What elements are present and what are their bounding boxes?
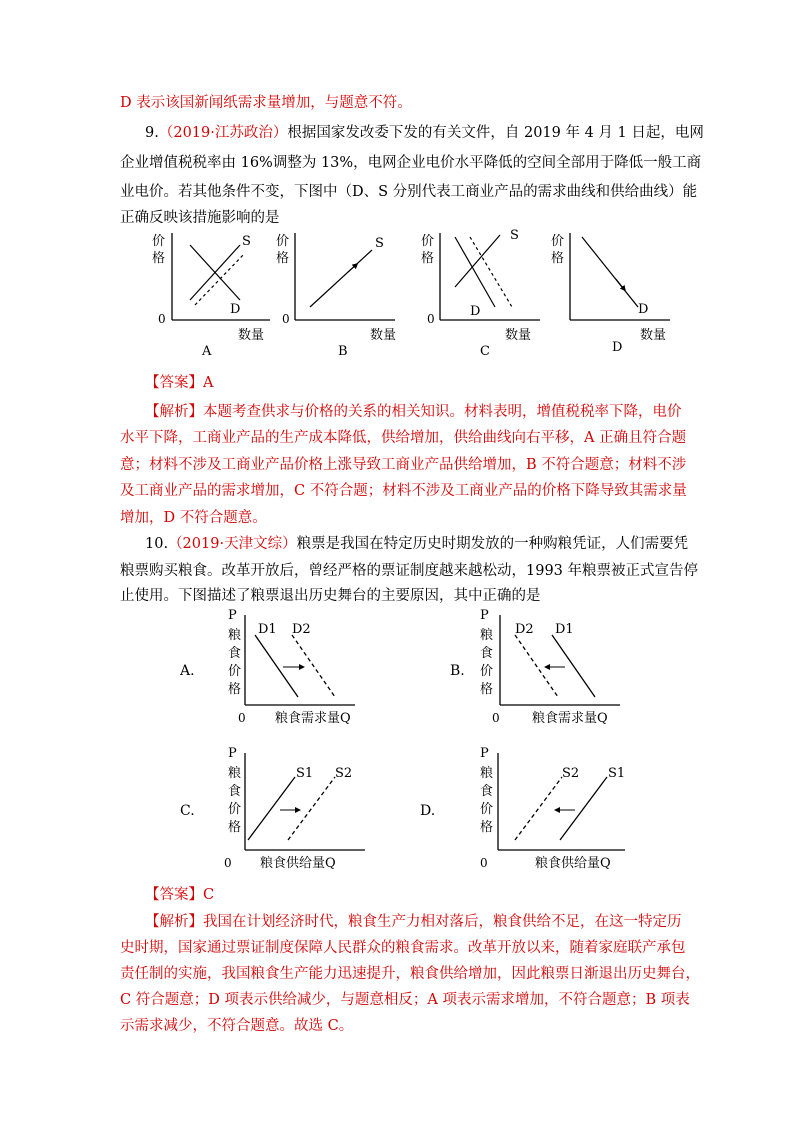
q10-analysis-4: C 符合题意；D 项表示供给减少，与题意相反；A 项表示需求增加，不符合题意；B 项表 (120, 992, 690, 1008)
q10-line-3: 止使用。下图描述了粮票退出历史舞台的主要原因，其中正确的是 (120, 588, 541, 604)
q10-d-ylabel-2: 食 (480, 784, 494, 799)
q9-c-ylabel-1: 价 (421, 234, 435, 249)
q10-c-dashed-label: S2 (335, 766, 353, 781)
q10-a-dashed-label: D2 (292, 622, 311, 637)
q10-c-ylabel-2: 食 (228, 784, 242, 799)
q9-c-option: C (480, 344, 490, 359)
q9-graph-d (551, 233, 670, 355)
q10-graphs (180, 605, 660, 880)
q10-graph-d (420, 746, 625, 871)
q10-b-option: B. (450, 663, 465, 679)
q9-analysis-3: 意；材料不涉及工商业产品价格上涨导致工商业产品供给增加，B 不符合题意；材料不涉 (120, 457, 687, 473)
q9-a-origin: 0 (158, 312, 166, 326)
q9-d-option: D (612, 340, 623, 355)
q10-source: （2019·天津文综） (168, 536, 297, 552)
q10-a-xlabel: 粮食需求量Q (275, 711, 351, 726)
q10-b-ylabel-4: 格 (480, 682, 494, 697)
q9-line-3: 业电价。若其他条件不变，下图中（D、S 分别代表工商业产品的需求曲线和供给曲线）能 (120, 184, 698, 200)
q10-line-2: 粮票购买粮食。改革开放后，曾经严格的票证制度越来越松动，1993 年粮票被正式宣告停 (120, 563, 699, 579)
q10-analysis-5: 示需求减少，不符合题意。故选 C。 (120, 1018, 354, 1034)
q9-number: 9. (145, 125, 159, 141)
q9-b-ylabel-1: 价 (276, 234, 290, 249)
q9-c-s-label: S (510, 228, 519, 243)
q9-d-d-label: D (638, 302, 649, 317)
q9-analysis-4: 及工商业产品的需求增加，C 不符合题；材料不涉及工商业产品的价格下降导致其需求量 (120, 483, 687, 499)
q10-analysis-1: 【解析】我国在计划经济时代，粮食生产力相对落后，粮食供给不足，在这一特定历 (145, 914, 682, 930)
q10-analysis-2: 史时期，国家通过票证制度保障人民群众的粮食需求。改革开放以来，随着家庭联产承包 (120, 940, 686, 956)
q10-a-origin: 0 (238, 711, 246, 725)
q10-b-xlabel: 粮食需求量Q (532, 711, 608, 726)
q10-c-origin: 0 (224, 856, 232, 870)
q9-d-ylabel-2: 格 (551, 251, 565, 266)
q9-a-xlabel: 数量 (238, 328, 265, 343)
q10-analysis-3: 责任制的实施，我国粮食生产能力迅速提升，粮食供给增加，因此粮票日渐退出历史舞台， (120, 966, 700, 982)
q9-b-xlabel: 数量 (370, 328, 397, 343)
q10-b-p: P (480, 608, 489, 623)
q9-graphs (150, 225, 670, 365)
q10-c-option: C. (180, 803, 195, 819)
q10-c-ylabel-1: 粮 (228, 766, 242, 781)
q10-graph-c (180, 746, 365, 871)
q10-graph-a (180, 608, 355, 726)
q9-a-ylabel-1: 价 (152, 234, 166, 249)
q9-line-2: 企业增值税税率由 16%调整为 13%，电网企业电价水平降低的空间全部用于降低一般工商 (120, 155, 702, 171)
q9-source: （2019·江苏政治） (158, 125, 288, 141)
q10-d-dashed-label: S2 (562, 766, 580, 781)
q10-b-dashed-label: D2 (515, 622, 534, 637)
q10-a-ylabel-4: 格 (228, 682, 242, 697)
q9-graph-b (276, 233, 396, 359)
q9-analysis-2: 水平下降，工商业产品的生产成本降低，供给增加，供给曲线向右平移，A 正确且符合题 (120, 430, 687, 446)
q9-a-d-label: D (230, 302, 241, 317)
q10-a-option: A. (180, 663, 195, 679)
q10-b-solid-label: D1 (555, 622, 574, 637)
q9-b-option: B (338, 344, 348, 359)
q10-c-ylabel-3: 价 (228, 802, 242, 817)
q9-c-ylabel-2: 格 (421, 251, 435, 266)
q9-a-ylabel-2: 格 (152, 251, 166, 266)
q10-d-ylabel-3: 价 (480, 802, 494, 817)
q10-graph-b (450, 608, 620, 726)
q9-b-s-label: S (375, 236, 384, 251)
q9-graph-a (152, 233, 270, 359)
q9-b-origin: 0 (282, 312, 290, 326)
q10-d-xlabel: 粮食供给量Q (535, 856, 611, 871)
q9-graph-c (421, 228, 540, 359)
q10-a-ylabel-1: 粮 (228, 628, 242, 643)
q9-d-xlabel: 数量 (640, 328, 667, 343)
q9-answer: 【答案】A (145, 375, 214, 391)
q10-c-xlabel: 粮食供给量Q (260, 856, 336, 871)
q9-line-1: 根据国家发改委下发的有关文件，自 2019 年 4 月 1 日起，电网 (287, 125, 704, 141)
q10-d-ylabel-4: 格 (480, 820, 494, 835)
q10-a-p: P (228, 608, 237, 623)
q10-a-solid-label: D1 (258, 622, 277, 637)
q9-analysis-5: 增加，D 不符合题意。 (120, 510, 267, 526)
q10-b-ylabel-3: 价 (480, 664, 494, 679)
q10-a-ylabel-3: 价 (228, 664, 242, 679)
q9-line-4: 正确反映该措施影响的是 (120, 210, 280, 226)
q9-b-ylabel-2: 格 (276, 251, 290, 266)
q9-analysis-1: 【解析】本题考查供求与价格的关系的相关知识。材料表明，增值税税率下降，电价 (145, 404, 682, 420)
q10-d-ylabel-1: 粮 (480, 766, 494, 781)
q10-d-p: P (480, 746, 489, 761)
q10-answer: 【答案】C (145, 887, 215, 903)
q10-d-origin: 0 (480, 856, 488, 870)
q9-c-xlabel: 数量 (505, 328, 532, 343)
q9-c-origin: 0 (427, 312, 435, 326)
q10-c-solid-label: S1 (296, 766, 314, 781)
q10-first-line (145, 534, 688, 554)
previous-analysis-tail: D 表示该国新闻纸需求量增加，与题意不符。 (120, 95, 412, 111)
q10-c-ylabel-4: 格 (228, 820, 242, 835)
q10-d-option: D. (420, 803, 436, 819)
q9-c-d-label: D (470, 304, 481, 319)
q9-a-option: A (202, 344, 212, 359)
q10-b-origin: 0 (492, 711, 500, 725)
q10-c-p: P (228, 746, 237, 761)
q10-d-solid-label: S1 (608, 766, 626, 781)
q9-a-s-label: S (242, 234, 251, 249)
q10-line-1: 粮票是我国在特定历史时期发放的一种购粮凭证，人们需要凭 (296, 536, 689, 552)
q9-first-line (145, 123, 704, 143)
q10-a-ylabel-2: 食 (228, 646, 242, 661)
q9-d-ylabel-1: 价 (551, 234, 565, 249)
q10-b-ylabel-2: 食 (480, 646, 494, 661)
q10-b-ylabel-1: 粮 (480, 628, 494, 643)
q10-number: 10. (145, 536, 169, 552)
